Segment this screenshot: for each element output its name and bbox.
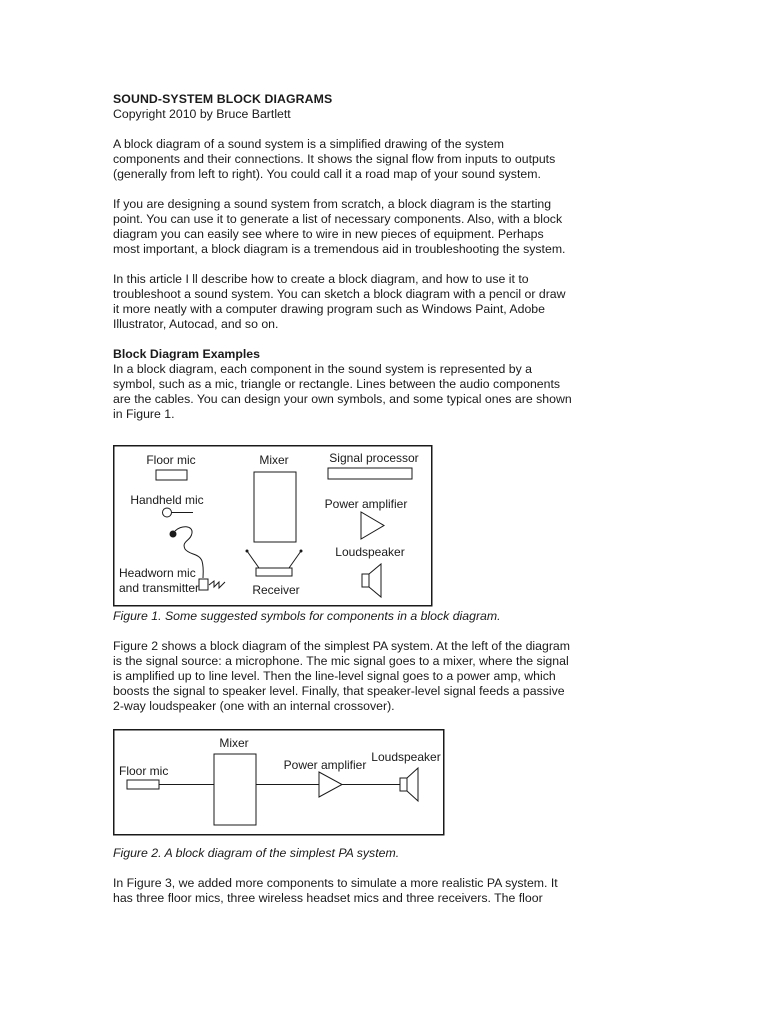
article-title: SOUND-SYSTEM BLOCK DIAGRAMS [113, 92, 333, 106]
mixer-symbol [254, 472, 296, 542]
fig2-loudspeaker-symbol [400, 768, 418, 801]
intro-paragraph-2: If you are designing a sound system from scratch, a block diagram is the starting point. You can use it to generate a list of necessary components. Also, with a block diagram you can easily see where to wire in new pieces of equipment. Perhaps most important, a block diagram is a tremendous aid in troubleshooting the system. [113, 197, 566, 256]
fig1-headworn-label-line1: Headworn mic [119, 566, 196, 580]
section-paragraph: In a block diagram, each component in the sound system is represented by a symbol, such as a mic, triangle or rectangle. Lines between the audio components are the cables. You can design your own symbols, and some typical ones are shown in Figure 1. [113, 362, 572, 421]
power-amplifier-triangle [361, 512, 384, 539]
loudspeaker-symbol [362, 564, 381, 597]
fig2-floor-mic-block [127, 780, 159, 789]
handheld-mic-symbol [163, 508, 194, 517]
fig2-power-amplifier-label: Power amplifier [283, 758, 367, 772]
fig1-handheld-mic-label: Handheld mic [130, 493, 204, 507]
fig1-mixer-label: Mixer [259, 453, 289, 467]
figure-2-caption: Figure 2. A block diagram of the simplest PA system. [113, 846, 400, 860]
figure-2-border [114, 730, 444, 835]
section-heading: Block Diagram Examples [113, 347, 260, 361]
fig1-loudspeaker-label: Loudspeaker [335, 545, 405, 559]
figure-2-diagram [113, 729, 445, 836]
figure-1-caption: Figure 1. Some suggested symbols for components in a block diagram. [113, 609, 501, 623]
signal-processor-symbol [328, 468, 412, 479]
intro-paragraph-3: In this article I ll describe how to create a block diagram, and how to use it to troubleshoot a sound system. You can sketch a block diagram with a pencil or draw it more neatly with a computer drawing program such as Windows Paint, Adobe Illustrator, Autocad, and so on. [113, 272, 566, 331]
fig1-headworn-label-line2: and transmitter [119, 581, 200, 595]
fig1-floor-mic-label: Floor mic [146, 453, 196, 467]
paragraph-after-figure-2: In Figure 3, we added more components to simulate a more realistic PA system. It has three floor mics, three wireless headset mics and three receivers. The floor [113, 876, 558, 905]
fig1-power-amplifier-label: Power amplifier [324, 497, 408, 511]
receiver-symbol [246, 550, 303, 577]
paragraph-after-figure-1: Figure 2 shows a block diagram of the simplest PA system. At the left of the diagram is the signal source: a microphone. The mic signal goes to a mixer, where the signal is amplified up to line level. Then the line-level signal goes to a power amp, which boosts the signal to speaker level. Finally, that speaker-level signal feeds a passive 2-way loudspeaker (one with an internal crossover). [113, 639, 571, 713]
fig2-mixer-label: Mixer [219, 736, 249, 750]
article-body [113, 92, 573, 921]
intro-paragraph-1: A block diagram of a sound system is a simplified drawing of the system components and their connections. It shows the signal flow from inputs to outputs (generally from left to right). You could call it a road map of your sound system. [113, 137, 556, 181]
fig2-power-amplifier-triangle [319, 772, 342, 797]
fig1-signal-processor-label: Signal processor [329, 451, 419, 465]
fig1-receiver-label: Receiver [252, 583, 300, 597]
copyright-line: Copyright 2010 by Bruce Bartlett [113, 107, 291, 121]
fig2-mixer-block [214, 754, 256, 825]
floor-mic-symbol [156, 470, 187, 480]
fig2-loudspeaker-label: Loudspeaker [371, 750, 441, 764]
figure-1-diagram [113, 445, 433, 607]
fig2-floor-mic-label: Floor mic [119, 764, 169, 778]
